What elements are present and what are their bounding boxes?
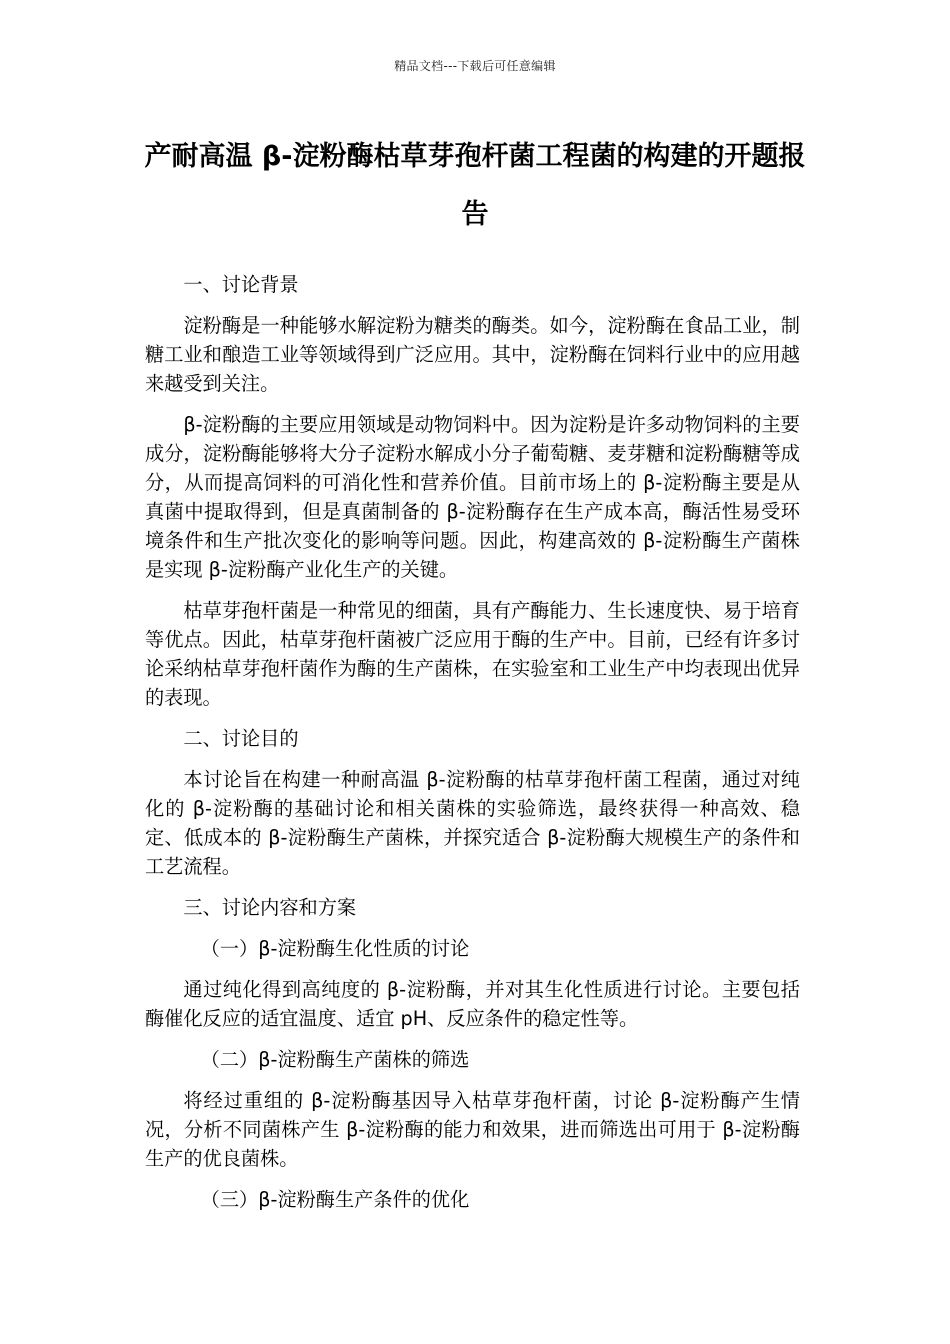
- paragraph-background-2: β-淀粉酶的主要应用领域是动物饲料中。因为淀粉是许多动物饲料的主要成分，淀粉酶能够将大分子淀粉水解成小分子葡萄糖、麦芽糖和淀粉酶糖等成分，从而提高饲料的可消化性和营养价值。目前市场上的 β-淀粉酶主要是从真菌中提取得到，但是真菌制备的 β-淀粉酶存在生产成本高，酶活性易受环境条件和生产批次变化的影响等问题。因此，构建高效的 β-淀粉酶生产菌株是实现 β-淀粉酶产业化生产的关键。: [145, 413, 800, 581]
- paragraph-subsection-2: 将经过重组的 β-淀粉酶基因导入枯草芽孢杆菌，讨论 β-淀粉酶产生情况，分析不同菌株产生 β-淀粉酶的能力和效果，进而筛选出可用于 β-淀粉酶生产的优良菌株。: [145, 1089, 800, 1170]
- header-note: 精品文档---下载后可任意编辑: [394, 59, 556, 73]
- subsection-heading-2: （二）β-淀粉酶生产菌株的筛选: [200, 1048, 470, 1071]
- document-body: [145, 270, 800, 1214]
- paragraph-background-3: 枯草芽孢杆菌是一种常见的细菌，具有产酶能力、生长速度快、易于培育等优点。因此，枯草芽孢杆菌被广泛应用于酶的生产中。目前，已经有许多讨论采纳枯草芽孢杆菌作为酶的生产菌株，在实验室和工业生产中均表现出优异的表现。: [145, 599, 800, 709]
- paragraph-purpose: 本讨论旨在构建一种耐高温 β-淀粉酶的枯草芽孢杆菌工程菌，通过对纯化的 β-淀粉酶的基础讨论和相关菌株的实验筛选，最终获得一种高效、稳定、低成本的 β-淀粉酶生产菌株，并探究适合 β-淀粉酶大规模生产的条件和工艺流程。: [145, 768, 800, 878]
- subsection-heading-3: （三）β-淀粉酶生产条件的优化: [200, 1188, 470, 1211]
- document-title: 产耐高温 β-淀粉酶枯草芽孢杆菌工程菌的构建的开题报告: [144, 141, 806, 230]
- section-heading-content: 三、讨论内容和方案: [183, 896, 357, 919]
- section-heading-background: 一、讨论背景: [183, 273, 299, 296]
- paragraph-background-1: 淀粉酶是一种能够水解淀粉为糖类的酶类。如今，淀粉酶在食品工业，制糖工业和酿造工业等领域得到广泛应用。其中，淀粉酶在饲料行业中的应用越来越受到关注。: [145, 314, 800, 395]
- subsection-heading-1: （一）β-淀粉酶生化性质的讨论: [200, 937, 470, 960]
- section-heading-purpose: 二、讨论目的: [183, 727, 299, 750]
- paragraph-subsection-1: 通过纯化得到高纯度的 β-淀粉酶，并对其生化性质进行讨论。主要包括酶催化反应的适宜温度、适宜 pH、反应条件的稳定性等。: [145, 978, 800, 1030]
